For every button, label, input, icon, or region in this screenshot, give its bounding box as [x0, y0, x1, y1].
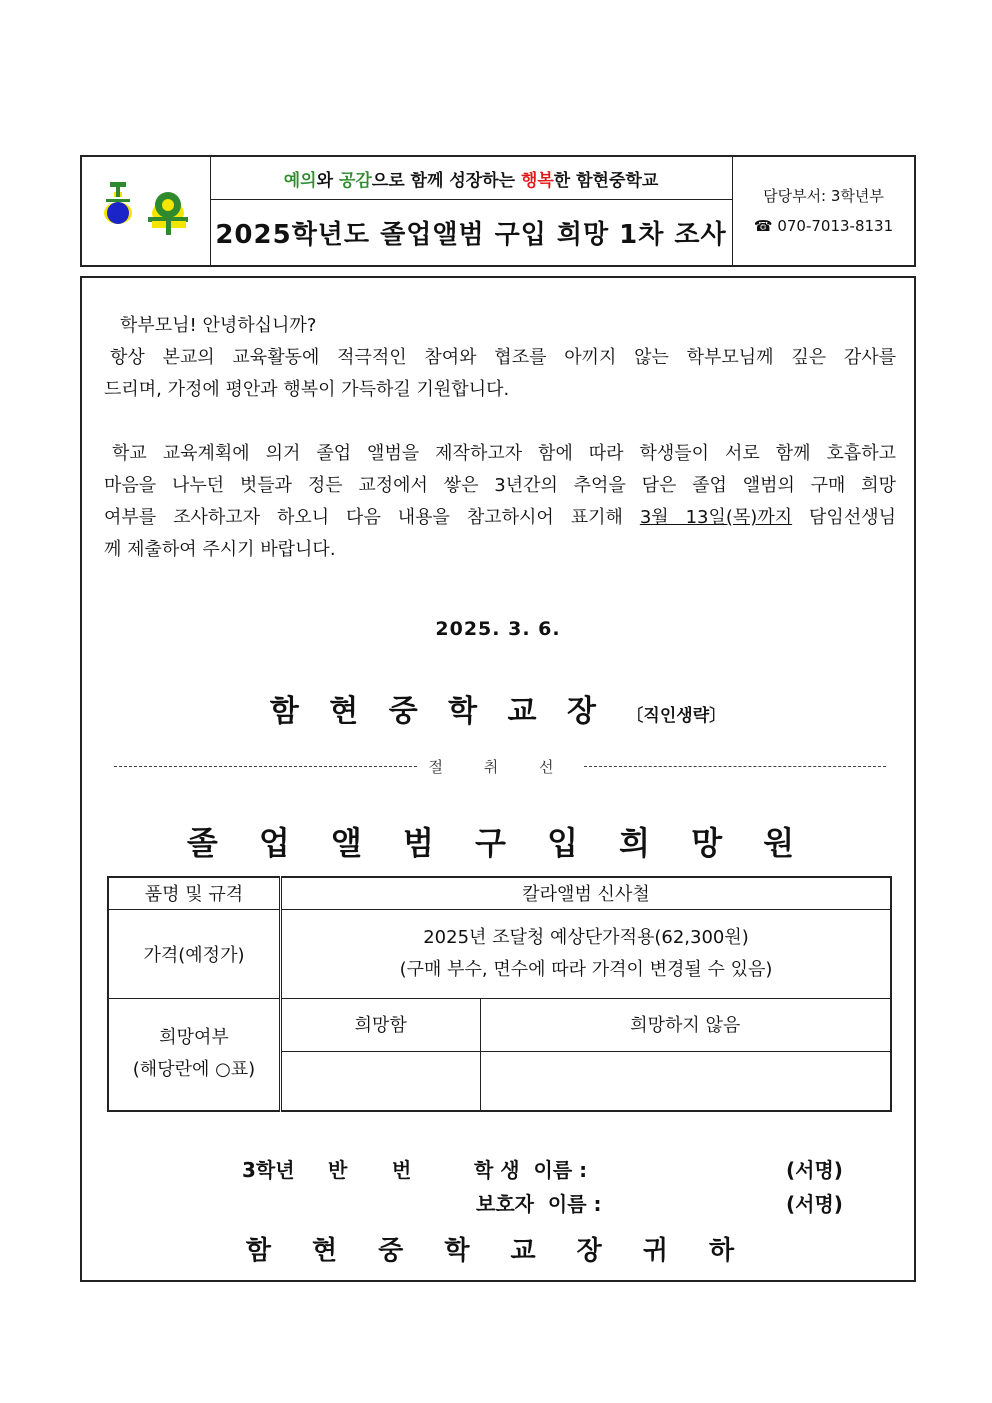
seal-note: 〔직인생략〕 — [626, 706, 727, 726]
principal-title: 함 현 중 학 교 장 — [269, 694, 606, 729]
form-title: 졸 업 앨 범 구 입 희 망 원 — [186, 824, 810, 862]
item-label: 품명 및 규격 — [108, 877, 281, 909]
slogan-text: 으로 함께 성장하는 — [371, 170, 521, 191]
student-sign-mark: (서명) — [786, 1158, 843, 1182]
paragraph-1-line: 항상 본교의 교육활동에 적극적인 참여와 협조를 아끼지 않는 학부모님께 깊은 감사를 — [110, 347, 896, 368]
guardian-name-label: 보호자 이름 : — [476, 1192, 602, 1216]
paragraph-1-line: 드리며, 가정에 평안과 행복이 가득하길 기원합니다. — [104, 379, 510, 400]
item-value: 칼라앨범 신사철 — [281, 877, 892, 909]
letter-body — [80, 276, 916, 1282]
cut-line-dash — [584, 766, 887, 767]
option-no-mark-cell[interactable] — [480, 1051, 891, 1111]
guardian-sign-mark: (서명) — [786, 1192, 843, 1216]
logo-cell — [82, 157, 211, 265]
table-row — [108, 877, 891, 909]
cut-line — [114, 756, 886, 777]
wish-label — [108, 998, 281, 1111]
school-logo-icon — [82, 157, 210, 265]
price-label: 가격(예정가) — [108, 909, 281, 998]
paragraph-2-line: 학교 교육계획에 의거 졸업 앨범을 제작하고자 함에 따라 학생들이 서로 함께 호흡하고 — [112, 443, 896, 464]
paragraph-2-line — [104, 502, 896, 534]
slogan-courtesy: 예의 — [283, 170, 317, 191]
slogan-text: 한 함현중학교 — [553, 170, 659, 191]
department: 담당부서: 3학년부 — [763, 187, 884, 205]
paragraph-2-line: 께 제출하여 주시기 바랍니다. — [104, 539, 336, 560]
wish-label-text: 희망여부 — [159, 1027, 229, 1049]
price-line: 2025년 조달청 예상단가적용(62,300원) — [423, 926, 749, 948]
paragraph-2-line: 마음을 나누던 벗들과 정든 교정에서 쌓은 3년간의 추억을 담은 졸업 앨범의 구매 희망 — [104, 475, 896, 496]
price-note: (구매 부수, 면수에 따라 가격이 변경될 수 있음) — [399, 958, 773, 980]
option-no-label: 희망하지 않음 — [480, 998, 891, 1051]
survey-table — [107, 876, 892, 1112]
table-row — [108, 998, 891, 1051]
grade-label: 3학년 — [242, 1158, 295, 1182]
table-row — [108, 909, 891, 998]
wish-label-hint: (해당란에 ○표) — [132, 1059, 256, 1081]
slogan-happiness: 행복 — [520, 170, 554, 191]
header-center — [210, 157, 733, 265]
phone-line — [754, 211, 893, 241]
paragraph-2-text: 담임선생님 — [792, 507, 896, 528]
principal-signature — [82, 686, 914, 730]
slogan-text: 와 — [316, 170, 339, 191]
class-label: 반 — [328, 1158, 348, 1182]
phone-icon: ☎ — [753, 217, 773, 235]
option-yes-label: 희망함 — [281, 998, 481, 1051]
option-yes-mark-cell[interactable] — [281, 1051, 481, 1111]
letter-date: 2025. 3. 6. — [435, 618, 561, 640]
paragraph-2-text: 여부를 조사하고자 하오니 다음 내용을 참고하시어 표기해 — [104, 507, 640, 528]
cut-line-label: 절 취 선 — [428, 758, 572, 776]
slogan-empathy: 공감 — [338, 170, 372, 191]
student-name-label: 학 생 이름 : — [474, 1158, 588, 1182]
price-value — [281, 909, 892, 998]
cut-line-dash — [114, 766, 417, 767]
deadline: 3월 13일(목)까지 — [639, 507, 793, 528]
greeting: 학부모님! 안녕하십니까? — [120, 315, 317, 336]
contact-info — [733, 157, 914, 265]
number-label: 번 — [392, 1158, 412, 1182]
document-title: 2025학년도 졸업앨범 구입 희망 1차 조사 — [215, 220, 727, 250]
closing-addressee: 함 현 중 학 교 장 귀 하 — [245, 1236, 751, 1266]
phone-number: 070-7013-8131 — [777, 217, 894, 235]
school-slogan — [210, 157, 732, 200]
document-header — [80, 155, 916, 267]
